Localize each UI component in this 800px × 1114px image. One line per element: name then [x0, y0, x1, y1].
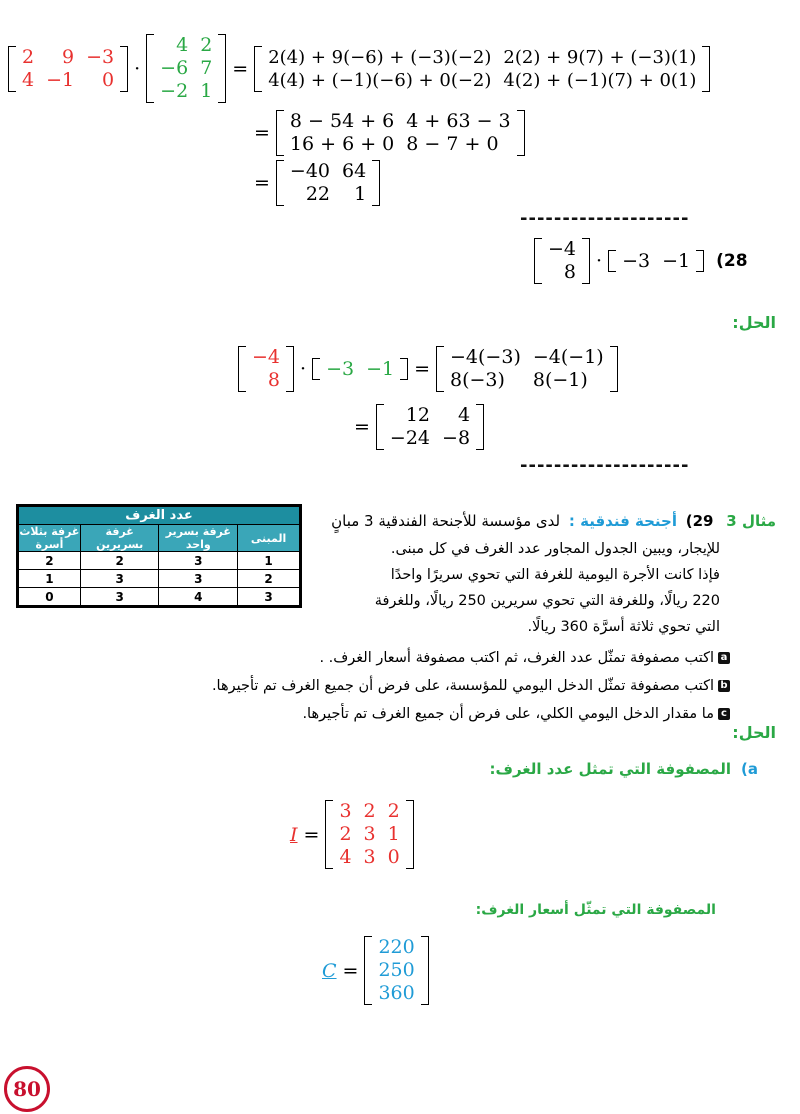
solution-label-29: الحل: — [732, 723, 776, 742]
rooms-table: عدد الغرف غرفة بثلاث أسرة غرفة بسريرين غرفة بسرير واحد المبنى 2 2 3 1 1 3 3 2 0 3 4 3 — [16, 504, 302, 608]
ex29-title: أجنحة فندقية : — [568, 512, 677, 530]
matrix-expansion: 2(4) + 9(−6) + (−3)(−2) 2(2) + 9(7) + (−3)(1) 4(4) + (−1)(−6) + 0(−2) 4(2) + (−1)(7) + 0(1) — [254, 46, 710, 92]
example-label: مثال 3 — [726, 512, 776, 530]
part-a-heading: a)المصفوفة التي تمثل عدد الغرف: — [489, 760, 758, 778]
table-row: 2 2 3 1 — [19, 552, 300, 570]
matrix-C-eq: C = 220 250 360 — [322, 936, 429, 1005]
part-c: cما مقدار الدخل اليومي الكلي، على فرض أن جميع الغرف تم تأجيرها. — [212, 700, 730, 728]
ex27-result: = −40 64 22 1 — [248, 160, 380, 206]
part-a: aاكتب مصفوفة تمثّل عدد الغرف، ثم اكتب مصفوفة أسعار الغرف. . — [212, 644, 730, 672]
separator: -------------------- — [520, 208, 690, 229]
matrix-b: 4 2 −6 7 −2 1 — [146, 34, 226, 103]
ex29-heading: مثال 3 29) أجنحة فندقية : لدى مؤسسة للأجنحة الفندقية 3 مبانٍ — [331, 512, 776, 530]
solution-label-28: الحل: — [732, 313, 776, 332]
exercise-number-28: (28 — [716, 251, 748, 271]
part-b: bاكتب مصفوفة تمثّل الدخل اليومي للمؤسسة، على فرض أن جميع الغرف تم تأجيرها. — [212, 672, 730, 700]
separator-2: -------------------- — [520, 455, 690, 476]
ex27-line1: 2 9 −3 4 −1 0 · 4 2 −6 7 −2 1 = 2(4) + 9(−6) + (−3)(−2) 2(2) + 9(7) + (−3)(1) 4(4) + (−1)(−6) + 0(−2) 4(2) + (−1)(7) + 0(1) — [8, 34, 710, 103]
ex28-result: = 12 4 −24 −8 — [348, 404, 484, 450]
matrix-a: 2 9 −3 4 −1 0 — [8, 46, 128, 92]
ex28-expand: −4 8 · −3 −1 = −4(−3) −4(−1) 8(−3) 8(−1) — [238, 346, 618, 392]
matrix-I-eq: I = 3 2 2 2 3 1 4 3 0 — [290, 800, 414, 869]
ex27-step2: = 8 − 54 + 6 4 + 63 − 3 16 + 6 + 0 8 − 7 + 0 — [248, 110, 525, 156]
ex29-parts — [212, 644, 730, 728]
ex28-problem: −4 8 · −3 −1 (28 — [534, 238, 748, 284]
table-row: 1 3 3 2 — [19, 570, 300, 588]
page-number: 80 — [4, 1066, 50, 1112]
table-row: 0 3 4 3 — [19, 588, 300, 606]
ex29-text: للإيجار، ويبين الجدول المجاور عدد الغرف في كل مبنى. فإذا كانت الأجرة اليومية للغرفة التي تحوي سريرًا واحدًا 220 ريالًا، وللغرفة التي تحوي سريرين 250 ريالًا، وللغرفة التي تحوي ثلاثة أسرَّة 360 ريالًا. — [374, 541, 720, 635]
matrix-C-heading: المصفوفة التي تمثّل أسعار الغرف: — [475, 902, 716, 918]
